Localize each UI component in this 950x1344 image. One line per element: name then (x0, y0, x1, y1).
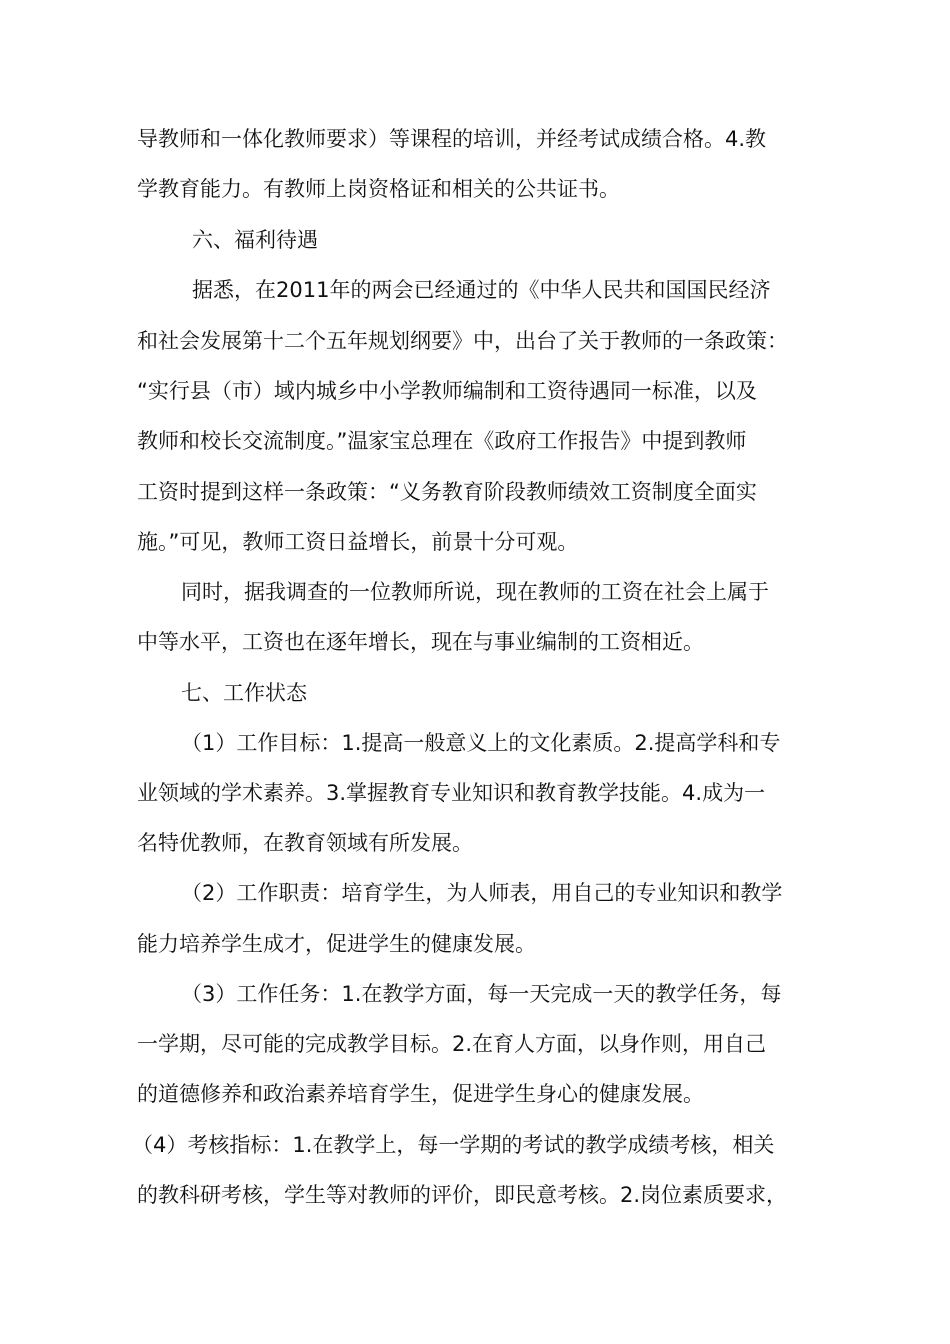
body-text-line: 学教育能力。有教师上岗资格证和相关的公共证书。 (137, 177, 620, 201)
body-text-line: 据悉，在2011年的两会已经通过的《中华人民共和国国民经济 (192, 278, 771, 302)
body-text-line: 和社会发展第十二个五年规划纲要》中，出台了关于教师的一条政策： (137, 329, 788, 353)
body-text-line: 能力培养学生成才，促进学生的健康发展。 (137, 932, 536, 956)
section-heading-welfare: 六、福利待遇 (192, 228, 318, 252)
body-text-line: 一学期，尽可能的完成教学目标。2.在育人方面，以身作则，用自己 (137, 1032, 767, 1056)
body-text-line: 导教师和一体化教师要求）等课程的培训，并经考试成绩合格。4.教 (137, 127, 767, 151)
body-text-line: 工资时提到这样一条政策：“义务教育阶段教师绩效工资制度全面实 (137, 480, 757, 504)
body-text-line: （1）工作目标：1.提高一般意义上的文化素质。2.提高学科和专 (181, 731, 781, 755)
body-text-line: 施。”可见，教师工资日益增长，前景十分可观。 (137, 530, 579, 554)
body-text-line: 业领域的学术素养。3.掌握教育专业知识和教育教学技能。4.成为一 (137, 781, 766, 805)
body-text-line: 教师和校长交流制度。”温家宝总理在《政府工作报告》中提到教师 (137, 429, 747, 453)
body-text-line: 中等水平，工资也在逐年增长，现在与事业编制的工资相近。 (137, 630, 704, 654)
body-text-line: （2）工作职责：培育学生，为人师表，用自己的专业知识和教学 (181, 881, 783, 905)
body-text-line: （3）工作任务：1.在教学方面，每一天完成一天的教学任务，每 (181, 982, 782, 1006)
body-text-line: 名特优教师，在教育领域有所发展。 (137, 831, 473, 855)
body-text-line: 的教科研考核，学生等对教师的评价，即民意考核。2.岗位素质要求， (137, 1183, 788, 1207)
body-text-line: （4）考核指标：1.在教学上，每一学期的考试的教学成绩考核，相关 (132, 1133, 775, 1157)
section-heading-work-status: 七、工作状态 (181, 681, 307, 705)
body-text-line: 同时，据我调查的一位教师所说，现在教师的工资在社会上属于 (181, 580, 769, 604)
body-text-line: “实行县（市）域内城乡中小学教师编制和工资待遇同一标准，以及 (137, 379, 757, 403)
body-text-line: 的道德修养和政治素养培育学生，促进学生身心的健康发展。 (137, 1082, 704, 1106)
